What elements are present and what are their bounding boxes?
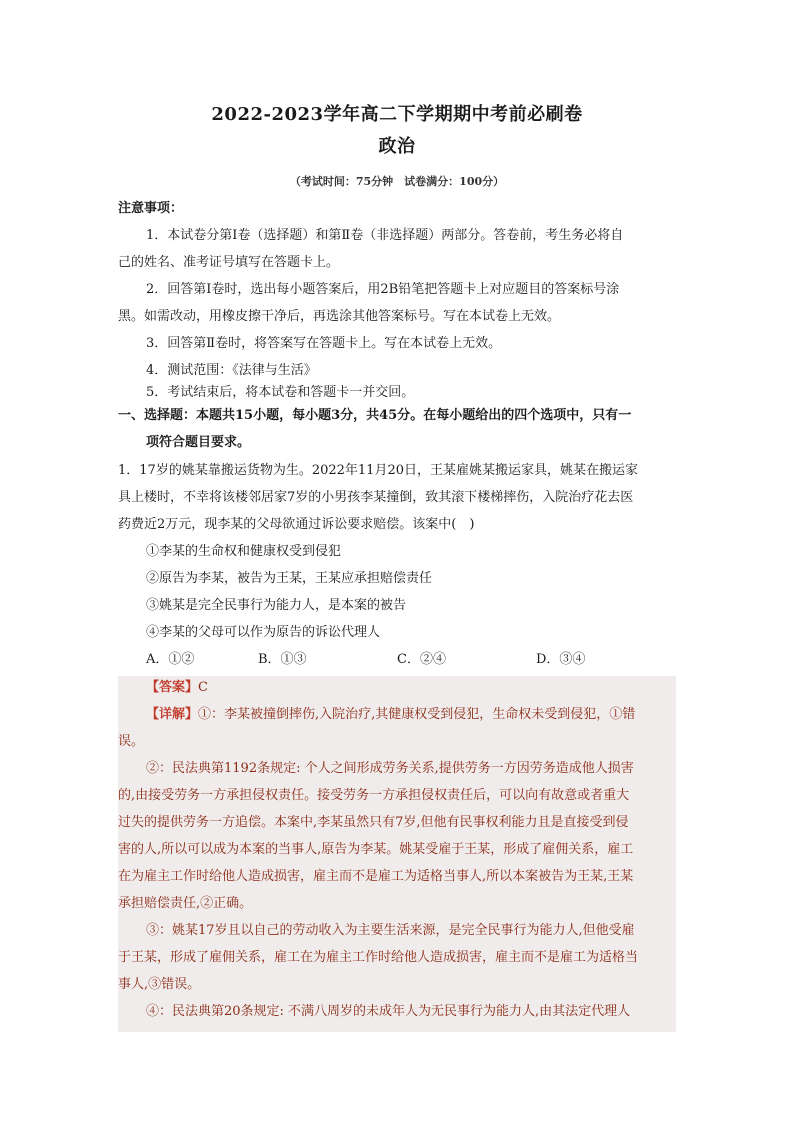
notice-item: 2．回答第Ⅰ卷时，选出每小题答案后，用2B铅笔把答题卡上对应题目的答案标号涂 [146,282,620,297]
detail-text: ③：姚某17岁且以自己的劳动收入为主要生活来源，是完全民事行为能力人,但他受雇 [146,923,635,938]
detail-text: 事人,③错误。 [118,977,201,992]
subject-title: 政治 [378,136,416,157]
question-statement: ①李某的生命权和健康权受到侵犯 [146,544,342,559]
section-heading-cont: 项符合题目要求。 [146,435,251,450]
detail-line [146,706,635,724]
notice-item: 己的姓名、准考证号填写在答题卡上。 [118,255,340,270]
answer-line [146,679,208,697]
notice-item: 4．测试范围：《法律与生活》 [146,363,317,378]
detail-text: 承担赔偿责任,②正确。 [118,896,253,911]
section-heading: 一、选择题：本题共15小题，每小题3分，共45分。在每小题给出的四个选项中，只有一 [118,408,632,423]
question-statement: ②原告为李某，被告为王某，王某应承担赔偿责任 [146,571,433,586]
exam-title: 2022-2023学年高二下学期期中考前必刷卷 [211,104,583,125]
question-text: 1．17岁的姚某靠搬运货物为生。2022年11月20日，王某雇姚某搬运家具，姚某在搬运家 [118,463,638,478]
detail-tag: 【详解】 [146,707,199,722]
exam-info: （考试时间：75分钟 试卷满分：100分） [289,175,505,188]
detail-text: 于王某，形成了雇佣关系，雇工在为雇主工作时给他人造成损害，雇主而不是雇工为适格当 [118,950,639,965]
answer-value: C [198,680,208,695]
option-a: A．①② [146,652,195,667]
notice-item: 黑。如需改动，用橡皮擦干净后，再选涂其他答案标号。写在本试卷上无效。 [118,309,561,324]
detail-text: 误。 [118,734,145,749]
notice-item: 1．本试卷分第Ⅰ卷（选择题）和第Ⅱ卷（非选择题）两部分。答卷前，考生务必将自 [146,228,624,243]
notice-item: 5．考试结束后，将本试卷和答题卡一并交回。 [146,385,415,400]
detail-text: ②：民法典第1192条规定: 个人之间形成劳务关系,提供劳务一方因劳务造成他人损害 [146,761,634,776]
detail-text: 的,由接受劳务一方承担侵权责任。接受劳务一方承担侵权责任后，可以向有故意或者重大 [118,788,630,803]
detail-text: 害的人,所以可以成为本案的当事人,原告为李某。姚某受雇于王某，形成了雇佣关系，雇工 [118,842,634,857]
answer-tag: 【答案】 [146,680,199,695]
option-b: B．①③ [258,652,307,667]
detail-text: 过失的提供劳务一方追偿。本案中,李某虽然只有7岁,但他有民事权利能力且是直接受到侵 [118,815,629,830]
question-statement: ③姚某是完全民事行为能力人，是本案的被告 [146,598,407,613]
detail-text: ①：李某被撞倒摔伤,入院治疗,其健康权受到侵犯，生命权未受到侵犯，①错 [198,707,636,722]
question-text: 具上楼时，不幸将该楼邻居家7岁的小男孩李某撞倒，致其滚下楼梯摔伤，入院治疗花去医 [118,490,634,505]
notice-item: 3．回答第Ⅱ卷时，将答案写在答题卡上。写在本试卷上无效。 [146,336,502,351]
question-text: 药费近2万元，现李某的父母欲通过诉讼要求赔偿。该案中( ) [118,517,475,532]
notice-heading: 注意事项： [118,201,184,216]
question-statement: ④李某的父母可以作为原告的诉讼代理人 [146,625,381,640]
option-c: C．②④ [397,652,446,667]
detail-text: 在为雇主工作时给他人造成损害，雇主而不是雇工为适格当事人,所以本案被告为王某,王某 [118,869,634,884]
detail-text: ④：民法典第20条规定: 不满八周岁的未成年人为无民事行为能力人,由其法定代理人 [146,1004,631,1019]
option-d: D．③④ [536,652,586,667]
